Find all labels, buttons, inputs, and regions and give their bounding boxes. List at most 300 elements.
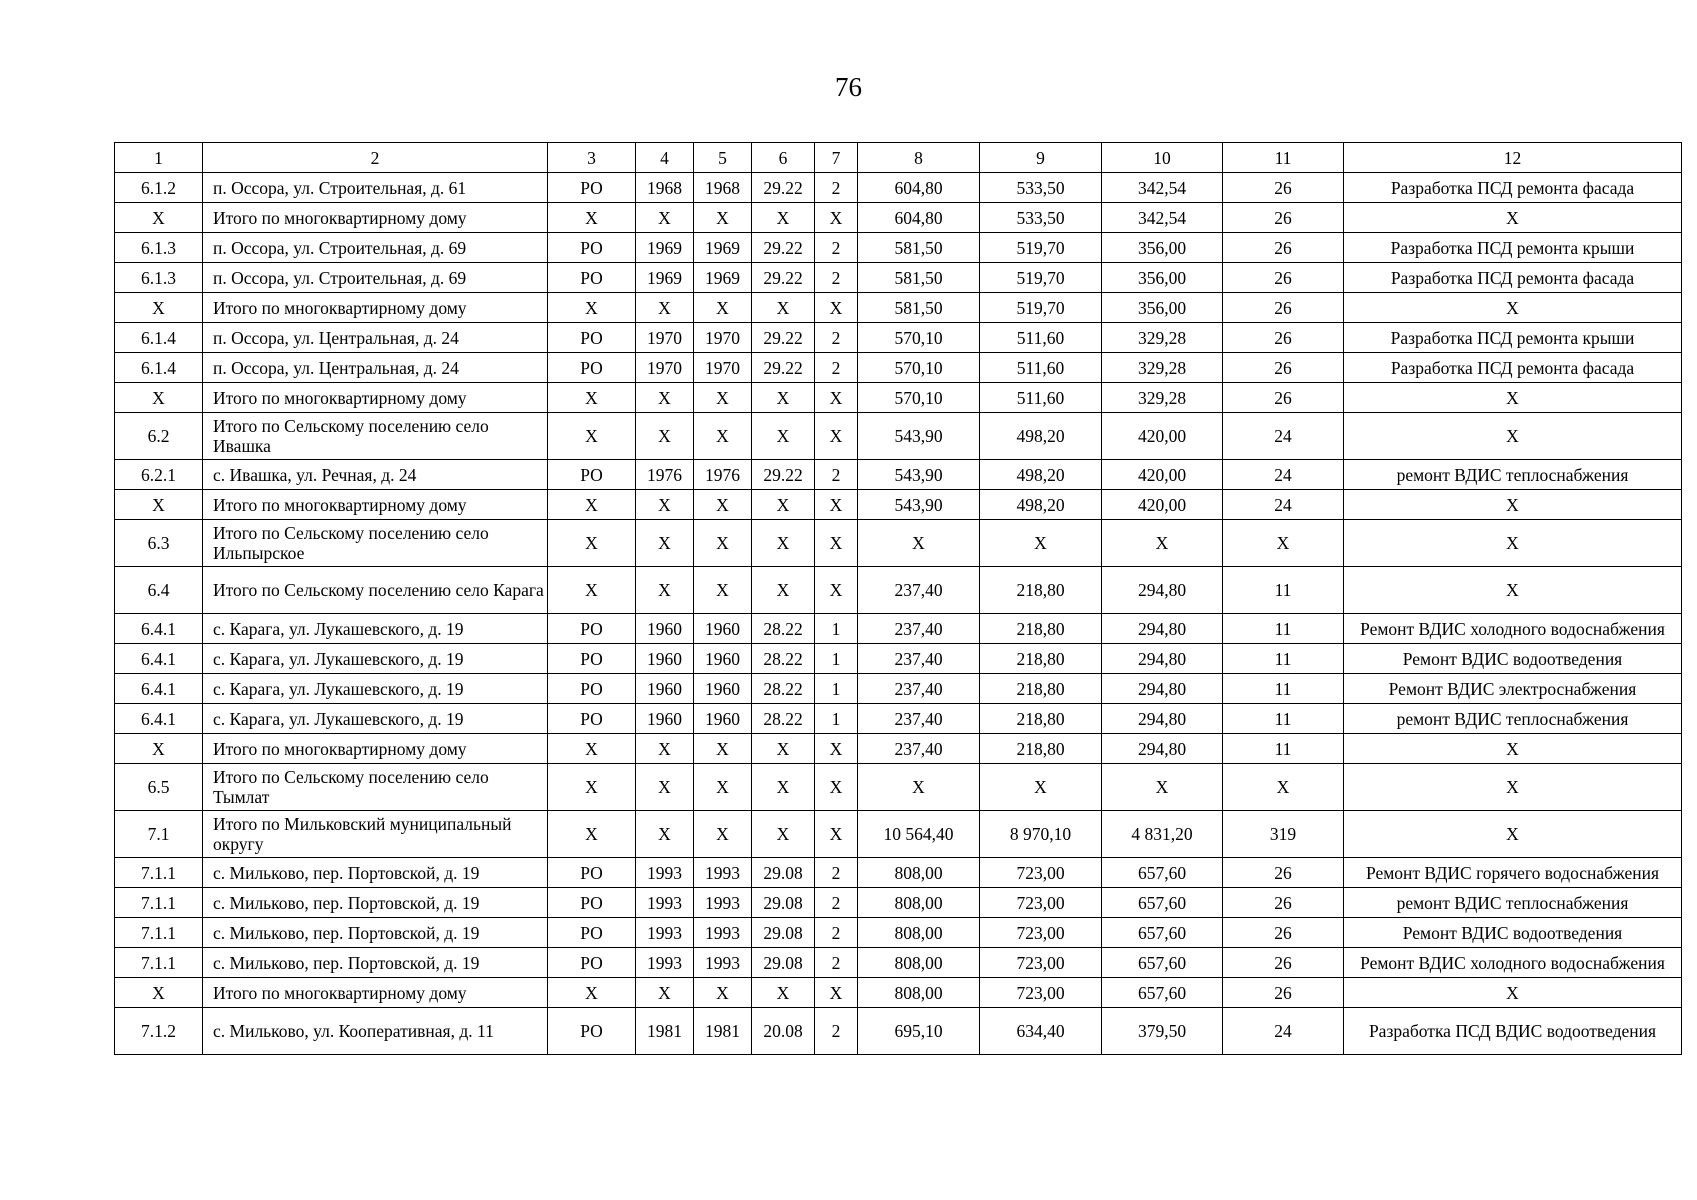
cell-year-built: 1993	[636, 948, 694, 978]
cell-floors: Х	[815, 567, 858, 614]
cell-year-built: Х	[636, 734, 694, 764]
cell-deterioration: 29.22	[752, 233, 815, 263]
cell-year-commissioned: Х	[694, 811, 752, 858]
cell-item-number: Х	[115, 293, 203, 323]
cell-address: п. Оссора, ул. Строительная, д. 61	[203, 173, 548, 203]
table-row	[115, 233, 1682, 263]
column-number-7: 7	[815, 143, 858, 173]
cell-year-commissioned: Х	[694, 413, 752, 460]
cell-year-commissioned: Х	[694, 978, 752, 1008]
cell-non-living-area: 294,80	[1102, 614, 1223, 644]
cell-deterioration: 29.22	[752, 353, 815, 383]
cell-non-living-area: 329,28	[1102, 353, 1223, 383]
cell-total-area: 237,40	[858, 567, 980, 614]
cell-residents: 26	[1223, 173, 1344, 203]
cell-non-living-area: 657,60	[1102, 978, 1223, 1008]
cell-deterioration: Х	[752, 811, 815, 858]
table-row	[115, 490, 1682, 520]
cell-residents: 11	[1223, 644, 1344, 674]
cell-residents: Х	[1223, 520, 1344, 567]
cell-year-commissioned: Х	[694, 383, 752, 413]
cell-owner-type: РО	[548, 614, 636, 644]
cell-year-commissioned: 1968	[694, 173, 752, 203]
cell-year-commissioned: 1976	[694, 460, 752, 490]
cell-year-built: 1968	[636, 173, 694, 203]
cell-year-commissioned: 1993	[694, 918, 752, 948]
cell-work-type: Ремонт ВДИС холодного водоснабжения	[1344, 614, 1682, 644]
cell-item-number: 6.2.1	[115, 460, 203, 490]
cell-owner-type: Х	[548, 978, 636, 1008]
table-row	[115, 764, 1682, 811]
cell-total-area: 604,80	[858, 173, 980, 203]
cell-year-built: 1960	[636, 644, 694, 674]
cell-floors: Х	[815, 734, 858, 764]
cell-total-area: 808,00	[858, 888, 980, 918]
cell-owner-type: Х	[548, 567, 636, 614]
cell-work-type: Разработка ПСД ВДИС водоотведения	[1344, 1008, 1682, 1055]
cell-residents: 11	[1223, 614, 1344, 644]
table-row	[115, 293, 1682, 323]
cell-owner-type: Х	[548, 520, 636, 567]
cell-owner-type: Х	[548, 490, 636, 520]
cell-work-type: Ремонт ВДИС водоотведения	[1344, 918, 1682, 948]
cell-work-type: Х	[1344, 764, 1682, 811]
cell-address: Итого по Сельскому поселению село Тымлат	[203, 764, 548, 811]
cell-year-built: 1969	[636, 233, 694, 263]
cell-deterioration: 28.22	[752, 644, 815, 674]
cell-year-commissioned: 1993	[694, 948, 752, 978]
table-row	[115, 460, 1682, 490]
cell-residents: 319	[1223, 811, 1344, 858]
cell-deterioration: Х	[752, 764, 815, 811]
page-number: 76	[835, 72, 862, 102]
cell-year-built: 1993	[636, 858, 694, 888]
cell-address: с. Ивашка, ул. Речная, д. 24	[203, 460, 548, 490]
cell-residents: 26	[1223, 888, 1344, 918]
cell-work-type: Х	[1344, 567, 1682, 614]
cell-work-type: Ремонт ВДИС электроснабжения	[1344, 674, 1682, 704]
cell-address: Итого по многоквартирному дому	[203, 383, 548, 413]
cell-floors: Х	[815, 490, 858, 520]
cell-owner-type: РО	[548, 858, 636, 888]
cell-total-area: 543,90	[858, 460, 980, 490]
table-row	[115, 353, 1682, 383]
cell-deterioration: 29.08	[752, 858, 815, 888]
cell-year-commissioned: Х	[694, 293, 752, 323]
cell-non-living-area: 657,60	[1102, 948, 1223, 978]
cell-residents: 11	[1223, 734, 1344, 764]
cell-address: с. Мильково, пер. Портовской, д. 19	[203, 918, 548, 948]
cell-total-area: 543,90	[858, 490, 980, 520]
cell-floors: 2	[815, 1008, 858, 1055]
cell-floors: 1	[815, 614, 858, 644]
table-row	[115, 644, 1682, 674]
table-row	[115, 704, 1682, 734]
cell-year-built: 1993	[636, 918, 694, 948]
cell-total-area: 237,40	[858, 734, 980, 764]
cell-deterioration: 29.22	[752, 460, 815, 490]
cell-floors: 2	[815, 173, 858, 203]
cell-year-built: 1993	[636, 888, 694, 918]
table-row	[115, 413, 1682, 460]
cell-year-commissioned: 1970	[694, 323, 752, 353]
cell-residents: 11	[1223, 704, 1344, 734]
cell-total-area: Х	[858, 764, 980, 811]
cell-work-type: Разработка ПСД ремонта фасада	[1344, 263, 1682, 293]
cell-year-commissioned: Х	[694, 203, 752, 233]
cell-residents: 26	[1223, 323, 1344, 353]
cell-year-built: Х	[636, 203, 694, 233]
table-row	[115, 888, 1682, 918]
cell-address: с. Мильково, пер. Портовской, д. 19	[203, 888, 548, 918]
cell-non-living-area: 420,00	[1102, 460, 1223, 490]
cell-item-number: 6.1.3	[115, 233, 203, 263]
cell-residents: 26	[1223, 233, 1344, 263]
cell-total-area: 695,10	[858, 1008, 980, 1055]
cell-year-commissioned: 1960	[694, 704, 752, 734]
column-number-10: 10	[1102, 143, 1223, 173]
cell-item-number: 7.1.1	[115, 918, 203, 948]
cell-year-built: Х	[636, 978, 694, 1008]
cell-living-area: 218,80	[980, 567, 1102, 614]
column-number-4: 4	[636, 143, 694, 173]
cell-living-area: 218,80	[980, 734, 1102, 764]
cell-residents: 26	[1223, 293, 1344, 323]
cell-total-area: 10 564,40	[858, 811, 980, 858]
cell-floors: Х	[815, 520, 858, 567]
table-row	[115, 520, 1682, 567]
cell-living-area: 498,20	[980, 413, 1102, 460]
cell-address: с. Мильково, ул. Кооперативная, д. 11	[203, 1008, 548, 1055]
cell-item-number: Х	[115, 203, 203, 233]
cell-item-number: 6.1.4	[115, 353, 203, 383]
cell-total-area: 581,50	[858, 263, 980, 293]
cell-non-living-area: Х	[1102, 520, 1223, 567]
cell-item-number: 6.1.4	[115, 323, 203, 353]
cell-work-type: Х	[1344, 978, 1682, 1008]
cell-non-living-area: 420,00	[1102, 490, 1223, 520]
cell-work-type: Х	[1344, 734, 1682, 764]
cell-deterioration: 29.22	[752, 263, 815, 293]
cell-floors: 2	[815, 948, 858, 978]
cell-owner-type: РО	[548, 704, 636, 734]
cell-deterioration: Х	[752, 490, 815, 520]
column-number-row	[115, 143, 1682, 173]
cell-owner-type: Х	[548, 811, 636, 858]
cell-work-type: Разработка ПСД ремонта крыши	[1344, 233, 1682, 263]
cell-living-area: 519,70	[980, 233, 1102, 263]
cell-address: Итого по Сельскому поселению село Ивашка	[203, 413, 548, 460]
cell-total-area: 543,90	[858, 413, 980, 460]
cell-work-type: Разработка ПСД ремонта фасада	[1344, 173, 1682, 203]
cell-total-area: Х	[858, 520, 980, 567]
cell-floors: Х	[815, 203, 858, 233]
cell-residents: 24	[1223, 490, 1344, 520]
cell-living-area: 519,70	[980, 293, 1102, 323]
cell-year-commissioned: Х	[694, 734, 752, 764]
cell-floors: Х	[815, 293, 858, 323]
cell-address: п. Оссора, ул. Строительная, д. 69	[203, 233, 548, 263]
cell-living-area: 634,40	[980, 1008, 1102, 1055]
cell-living-area: 723,00	[980, 918, 1102, 948]
cell-deterioration: 20.08	[752, 1008, 815, 1055]
cell-owner-type: РО	[548, 353, 636, 383]
cell-total-area: 570,10	[858, 383, 980, 413]
cell-non-living-area: 294,80	[1102, 704, 1223, 734]
cell-living-area: 498,20	[980, 460, 1102, 490]
cell-non-living-area: 420,00	[1102, 413, 1223, 460]
column-number-1: 1	[115, 143, 203, 173]
cell-non-living-area: 379,50	[1102, 1008, 1223, 1055]
cell-total-area: 604,80	[858, 203, 980, 233]
cell-non-living-area: 356,00	[1102, 233, 1223, 263]
cell-owner-type: РО	[548, 674, 636, 704]
cell-address: с. Карага, ул. Лукашевского, д. 19	[203, 674, 548, 704]
cell-non-living-area: 356,00	[1102, 263, 1223, 293]
cell-year-built: Х	[636, 811, 694, 858]
cell-non-living-area: 4 831,20	[1102, 811, 1223, 858]
cell-owner-type: РО	[548, 173, 636, 203]
cell-item-number: 7.1.2	[115, 1008, 203, 1055]
cell-year-built: 1960	[636, 674, 694, 704]
cell-year-built: Х	[636, 383, 694, 413]
cell-non-living-area: 329,28	[1102, 383, 1223, 413]
cell-total-area: 237,40	[858, 644, 980, 674]
cell-residents: 11	[1223, 567, 1344, 614]
cell-floors: 1	[815, 704, 858, 734]
cell-residents: 26	[1223, 918, 1344, 948]
cell-deterioration: 29.22	[752, 323, 815, 353]
cell-year-built: Х	[636, 567, 694, 614]
cell-year-built: 1960	[636, 614, 694, 644]
column-number-11: 11	[1223, 143, 1344, 173]
cell-non-living-area: 657,60	[1102, 858, 1223, 888]
cell-non-living-area: 342,54	[1102, 173, 1223, 203]
cell-living-area: 218,80	[980, 674, 1102, 704]
cell-floors: 2	[815, 323, 858, 353]
cell-living-area: 723,00	[980, 888, 1102, 918]
cell-owner-type: Х	[548, 383, 636, 413]
cell-address: с. Мильково, пер. Портовской, д. 19	[203, 948, 548, 978]
cell-total-area: 581,50	[858, 293, 980, 323]
table-row	[115, 263, 1682, 293]
cell-year-commissioned: 1993	[694, 858, 752, 888]
cell-owner-type: Х	[548, 734, 636, 764]
cell-residents: 24	[1223, 460, 1344, 490]
cell-living-area: 218,80	[980, 644, 1102, 674]
cell-year-commissioned: Х	[694, 567, 752, 614]
cell-living-area: 8 970,10	[980, 811, 1102, 858]
table-row	[115, 383, 1682, 413]
cell-item-number: 6.3	[115, 520, 203, 567]
cell-living-area: 723,00	[980, 858, 1102, 888]
cell-residents: Х	[1223, 764, 1344, 811]
cell-year-built: 1960	[636, 704, 694, 734]
cell-non-living-area: 657,60	[1102, 918, 1223, 948]
cell-living-area: 498,20	[980, 490, 1102, 520]
cell-floors: Х	[815, 764, 858, 811]
cell-residents: 26	[1223, 978, 1344, 1008]
cell-floors: Х	[815, 383, 858, 413]
cell-floors: 2	[815, 233, 858, 263]
cell-item-number: 6.4.1	[115, 674, 203, 704]
cell-floors: 2	[815, 460, 858, 490]
cell-year-built: 1970	[636, 323, 694, 353]
column-number-6: 6	[752, 143, 815, 173]
cell-owner-type: РО	[548, 644, 636, 674]
cell-residents: 24	[1223, 1008, 1344, 1055]
cell-floors: 2	[815, 858, 858, 888]
cell-work-type: Ремонт ВДИС водоотведения	[1344, 644, 1682, 674]
column-number-12: 12	[1344, 143, 1682, 173]
cell-work-type: Х	[1344, 203, 1682, 233]
cell-owner-type: Х	[548, 764, 636, 811]
cell-residents: 26	[1223, 383, 1344, 413]
cell-deterioration: 29.08	[752, 948, 815, 978]
cell-year-commissioned: 1960	[694, 614, 752, 644]
cell-year-built: 1976	[636, 460, 694, 490]
cell-deterioration: 29.22	[752, 173, 815, 203]
table-row	[115, 948, 1682, 978]
cell-non-living-area: 294,80	[1102, 674, 1223, 704]
cell-floors: Х	[815, 978, 858, 1008]
cell-residents: 26	[1223, 203, 1344, 233]
cell-work-type: Х	[1344, 811, 1682, 858]
cell-year-commissioned: Х	[694, 490, 752, 520]
cell-address: Итого по Сельскому поселению село Карага	[203, 567, 548, 614]
cell-item-number: Х	[115, 383, 203, 413]
cell-year-built: Х	[636, 293, 694, 323]
cell-owner-type: РО	[548, 460, 636, 490]
column-number-8: 8	[858, 143, 980, 173]
cell-work-type: Х	[1344, 293, 1682, 323]
cell-total-area: 237,40	[858, 704, 980, 734]
cell-year-built: 1970	[636, 353, 694, 383]
cell-address: Итого по многоквартирному дому	[203, 293, 548, 323]
table-row	[115, 203, 1682, 233]
column-number-5: 5	[694, 143, 752, 173]
cell-living-area: 533,50	[980, 203, 1102, 233]
cell-item-number: 6.4.1	[115, 614, 203, 644]
cell-living-area: 511,60	[980, 323, 1102, 353]
cell-floors: 2	[815, 353, 858, 383]
cell-year-commissioned: 1960	[694, 644, 752, 674]
cell-owner-type: Х	[548, 293, 636, 323]
table-row	[115, 674, 1682, 704]
cell-work-type: Х	[1344, 520, 1682, 567]
cell-work-type: Ремонт ВДИС горячего водоснабжения	[1344, 858, 1682, 888]
cell-residents: 24	[1223, 413, 1344, 460]
cell-floors: 1	[815, 644, 858, 674]
cell-non-living-area: 294,80	[1102, 567, 1223, 614]
cell-owner-type: РО	[548, 888, 636, 918]
cell-non-living-area: 657,60	[1102, 888, 1223, 918]
cell-year-commissioned: 1969	[694, 263, 752, 293]
cell-living-area: 723,00	[980, 948, 1102, 978]
cell-deterioration: 28.22	[752, 614, 815, 644]
cell-item-number: Х	[115, 490, 203, 520]
column-number-2: 2	[203, 143, 548, 173]
table-header	[115, 143, 1682, 173]
cell-work-type: Х	[1344, 413, 1682, 460]
cell-year-commissioned: 1993	[694, 888, 752, 918]
cell-owner-type: РО	[548, 233, 636, 263]
cell-total-area: 808,00	[858, 858, 980, 888]
cell-deterioration: Х	[752, 567, 815, 614]
cell-address: с. Карага, ул. Лукашевского, д. 19	[203, 704, 548, 734]
cell-living-area: 533,50	[980, 173, 1102, 203]
cell-non-living-area: 329,28	[1102, 323, 1223, 353]
cell-owner-type: Х	[548, 413, 636, 460]
cell-address: п. Оссора, ул. Центральная, д. 24	[203, 353, 548, 383]
table-row	[115, 734, 1682, 764]
cell-non-living-area: Х	[1102, 764, 1223, 811]
cell-year-commissioned: Х	[694, 764, 752, 811]
cell-address: Итого по многоквартирному дому	[203, 203, 548, 233]
cell-item-number: 6.4	[115, 567, 203, 614]
cell-item-number: 7.1.1	[115, 888, 203, 918]
cell-address: Итого по многоквартирному дому	[203, 734, 548, 764]
cell-year-built: 1981	[636, 1008, 694, 1055]
capital-repair-table	[114, 142, 1682, 1055]
cell-item-number: 6.1.2	[115, 173, 203, 203]
cell-deterioration: Х	[752, 520, 815, 567]
cell-work-type: Разработка ПСД ремонта фасада	[1344, 353, 1682, 383]
cell-item-number: 6.4.1	[115, 644, 203, 674]
cell-floors: 2	[815, 888, 858, 918]
cell-owner-type: РО	[548, 1008, 636, 1055]
cell-address: п. Оссора, ул. Центральная, д. 24	[203, 323, 548, 353]
cell-deterioration: Х	[752, 203, 815, 233]
cell-address: Итого по многоквартирному дому	[203, 978, 548, 1008]
column-number-3: 3	[548, 143, 636, 173]
cell-year-commissioned: 1960	[694, 674, 752, 704]
cell-work-type: ремонт ВДИС теплоснабжения	[1344, 888, 1682, 918]
cell-year-commissioned: Х	[694, 520, 752, 567]
cell-deterioration: Х	[752, 734, 815, 764]
cell-floors: 2	[815, 263, 858, 293]
cell-living-area: 519,70	[980, 263, 1102, 293]
cell-total-area: 237,40	[858, 674, 980, 704]
table-row	[115, 1008, 1682, 1055]
cell-year-commissioned: 1981	[694, 1008, 752, 1055]
cell-address: с. Карага, ул. Лукашевского, д. 19	[203, 644, 548, 674]
cell-year-built: Х	[636, 413, 694, 460]
cell-residents: 11	[1223, 674, 1344, 704]
cell-deterioration: 28.22	[752, 704, 815, 734]
cell-item-number: 6.1.3	[115, 263, 203, 293]
table-row	[115, 858, 1682, 888]
table-body	[115, 173, 1682, 1055]
cell-owner-type: РО	[548, 918, 636, 948]
cell-floors: Х	[815, 413, 858, 460]
cell-living-area: 218,80	[980, 614, 1102, 644]
cell-work-type: Ремонт ВДИС холодного водоснабжения	[1344, 948, 1682, 978]
cell-address: Итого по многоквартирному дому	[203, 490, 548, 520]
cell-total-area: 570,10	[858, 323, 980, 353]
table-row	[115, 173, 1682, 203]
cell-address: Итого по Сельскому поселению село Ильпырское	[203, 520, 548, 567]
cell-non-living-area: 356,00	[1102, 293, 1223, 323]
cell-living-area: 218,80	[980, 704, 1102, 734]
cell-year-built: Х	[636, 490, 694, 520]
cell-address: п. Оссора, ул. Строительная, д. 69	[203, 263, 548, 293]
table-row	[115, 567, 1682, 614]
cell-deterioration: 29.08	[752, 888, 815, 918]
cell-non-living-area: 342,54	[1102, 203, 1223, 233]
cell-address: с. Карага, ул. Лукашевского, д. 19	[203, 614, 548, 644]
cell-living-area: 723,00	[980, 978, 1102, 1008]
